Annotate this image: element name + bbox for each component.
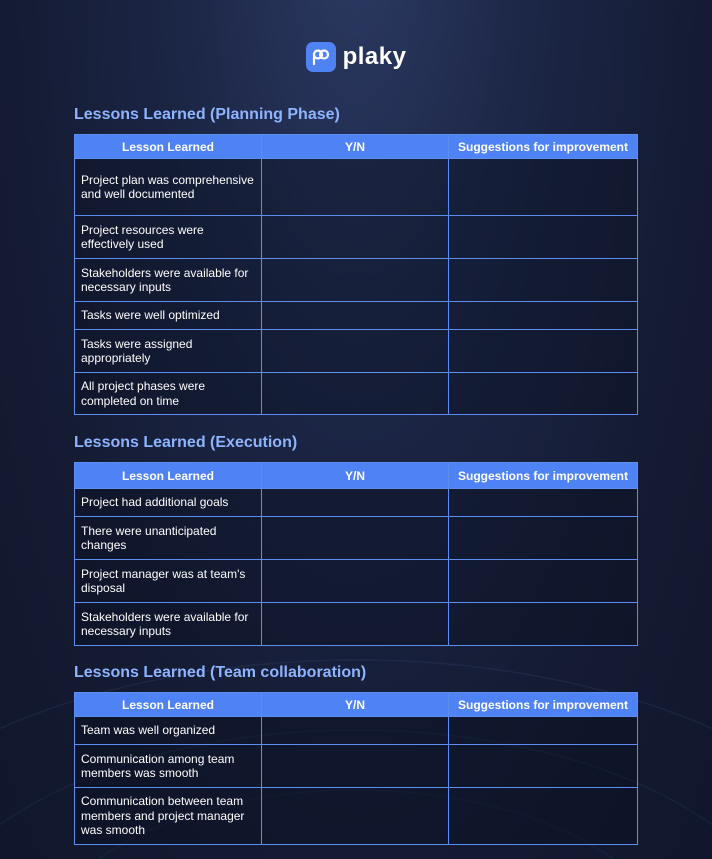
column-header-yn: Y/N [262,693,449,717]
suggestion-cell[interactable] [449,745,638,788]
section-title-team-collaboration: Lessons Learned (Team collaboration) [74,664,367,681]
column-header-lesson: Lesson Learned [75,135,262,159]
column-header-lesson: Lesson Learned [75,693,262,717]
table-row [75,745,638,788]
plaky-logo-icon [306,42,336,72]
brand-name: plaky [342,43,407,70]
lesson-cell: Communication among team members was smooth [75,745,262,788]
lesson-cell: Tasks were well optimized [75,302,262,330]
suggestion-cell[interactable] [449,560,638,603]
lesson-cell: Project manager was at team's disposal [75,560,262,603]
lesson-cell: Project had additional goals [75,489,262,517]
yn-cell[interactable] [262,330,449,373]
lesson-cell: Team was well organized [75,717,262,745]
yn-cell[interactable] [262,745,449,788]
table-header-row [75,463,638,489]
column-header-suggestions: Suggestions for improvement [449,463,638,489]
table-row [75,489,638,517]
table-header-row [75,135,638,159]
table-row [75,717,638,745]
column-header-suggestions: Suggestions for improvement [449,135,638,159]
suggestion-cell[interactable] [449,717,638,745]
suggestion-cell[interactable] [449,373,638,415]
yn-cell[interactable] [262,259,449,302]
suggestion-cell[interactable] [449,517,638,560]
yn-cell[interactable] [262,302,449,330]
table-planning [74,134,638,415]
suggestion-cell[interactable] [449,489,638,517]
lesson-cell: Project resources were effectively used [75,216,262,259]
yn-cell[interactable] [262,216,449,259]
table-row [75,259,638,302]
table-row [75,603,638,646]
column-header-yn: Y/N [262,135,449,159]
yn-cell[interactable] [262,489,449,517]
table-row [75,788,638,845]
lesson-cell: All project phases were completed on time [75,373,262,415]
suggestion-cell[interactable] [449,788,638,845]
table-row [75,216,638,259]
column-header-lesson: Lesson Learned [75,463,262,489]
suggestion-cell[interactable] [449,330,638,373]
lesson-cell: There were unanticipated changes [75,517,262,560]
yn-cell[interactable] [262,560,449,603]
suggestion-cell[interactable] [449,159,638,216]
brand-logo [0,42,712,72]
yn-cell[interactable] [262,159,449,216]
lesson-cell: Tasks were assigned appropriately [75,330,262,373]
section-title-planning: Lessons Learned (Planning Phase) [74,106,340,123]
yn-cell[interactable] [262,788,449,845]
table-row [75,373,638,415]
table-row [75,302,638,330]
table-row [75,560,638,603]
lesson-cell: Project plan was comprehensive and well documented [75,159,262,216]
table-row [75,330,638,373]
suggestion-cell[interactable] [449,259,638,302]
table-team-collaboration [74,692,638,845]
lesson-cell: Communication between team members and project manager was smooth [75,788,262,845]
column-header-yn: Y/N [262,463,449,489]
lesson-cell: Stakeholders were available for necessary inputs [75,603,262,646]
yn-cell[interactable] [262,517,449,560]
section-title-execution: Lessons Learned (Execution) [74,434,298,451]
suggestion-cell[interactable] [449,302,638,330]
yn-cell[interactable] [262,603,449,646]
table-row [75,517,638,560]
table-execution [74,462,638,646]
suggestion-cell[interactable] [449,603,638,646]
table-row [75,159,638,216]
lesson-cell: Stakeholders were available for necessary inputs [75,259,262,302]
yn-cell[interactable] [262,717,449,745]
column-header-suggestions: Suggestions for improvement [449,693,638,717]
suggestion-cell[interactable] [449,216,638,259]
yn-cell[interactable] [262,373,449,415]
table-header-row [75,693,638,717]
